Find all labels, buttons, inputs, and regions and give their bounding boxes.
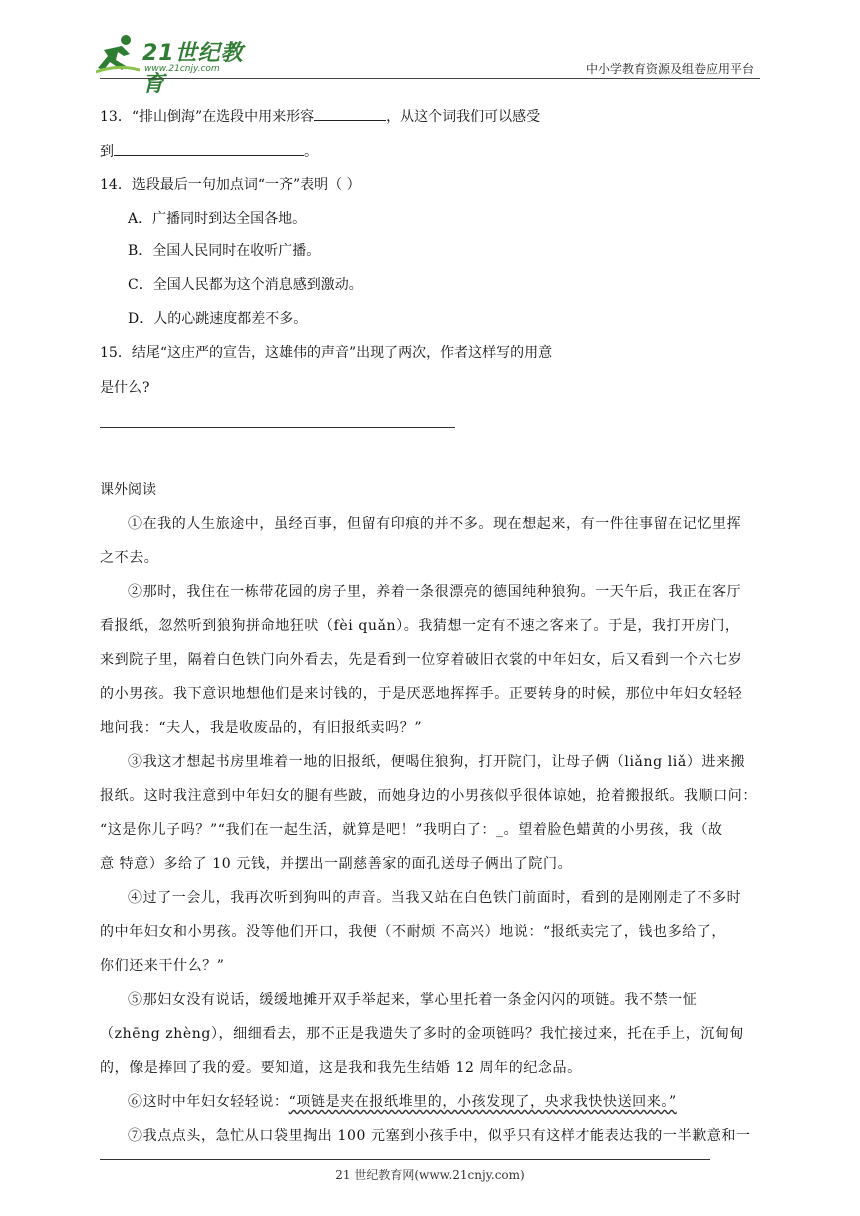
q13-text-d: 。: [304, 144, 318, 160]
wavy-underlined-sentence: “项链是夹在报纸堆里的，小孩发现了，央求我快快送回来。”: [288, 1094, 677, 1110]
question-15-cont: 是什么?: [100, 380, 150, 396]
reading-line: 来到院子里，隔着白色铁门向外看去，先是看到一位穿着破旧衣裳的中年妇女，后又看到一个六七岁: [100, 652, 743, 668]
reading-line-underlined: [128, 1092, 677, 1112]
question-13-cont: [100, 141, 318, 162]
reading-line: ②那时，我住在一栋带花园的房子里，养着一条很漂亮的德国纯种狼狗。一天午后，我正在客厅: [128, 584, 742, 600]
q13-text-b: ，从这个词我们可以感受: [386, 109, 541, 125]
reading-line: 报纸。这时我注意到中年妇女的腿有些跛，而她身边的小男孩似乎很体谅她，抢着搬报纸。我顺口问：: [100, 788, 757, 804]
reading-line: “这是你儿子吗？”“我们在一起生活，就算是吧！”我明白了：_。望着脸色蜡黄的小男孩，我（故: [100, 822, 723, 838]
reading-line: 看报纸，忽然听到狼狗拼命地狂吠（fèi quǎn）。我猜想一定有不速之客来了。于是，我打开房门，: [100, 618, 740, 634]
logo-text: 21世纪教育: [142, 41, 244, 97]
runner-logo-icon: [96, 34, 140, 74]
q14-option-d[interactable]: D．人的心跳速度都差不多。: [128, 311, 308, 327]
reading-line: 之不去。: [100, 550, 159, 566]
question-13: [100, 106, 540, 127]
footer-divider: [100, 1159, 710, 1160]
reading-line: 的，像是捧回了我的爱。要知道，这是我和我先生结婚 12 周年的纪念品。: [100, 1060, 582, 1076]
q14-option-b[interactable]: B．全国人民同时在收听广播。: [128, 243, 321, 259]
reading-line: 你们还来干什么？”: [100, 958, 225, 974]
reading-line-lead: ⑥这时中年妇女轻轻说：: [128, 1094, 289, 1110]
q14-option-c[interactable]: C．全国人民都为这个消息感到激动。: [128, 277, 363, 293]
platform-name: 中小学教育资源及组卷应用平台: [585, 62, 754, 76]
reading-line: ③我这才想起书房里堆着一地的旧报纸，便喝住狼狗，打开院门，让母子俩（liǎng liǎ）进来搬: [128, 754, 746, 770]
reading-line: ⑤那妇女没有说话，缓缓地摊开双手举起来，掌心里托着一条金闪闪的项链。我不禁一怔: [128, 992, 698, 1008]
question-15: 15．结尾“这庄严的宣告，这雄伟的声音”出现了两次，作者这样写的用意: [100, 345, 553, 361]
question-14: 14．选段最后一句加点词“一齐”表明（ ）: [100, 177, 361, 193]
reading-line: ④过了一会儿，我再次听到狗叫的声音。当我又站在白色铁门前面时，看到的是刚刚走了不多时: [128, 890, 742, 906]
page-header: [0, 0, 860, 97]
q13-text-c: 到: [100, 144, 114, 160]
q13-blank-2[interactable]: [114, 141, 304, 156]
reading-line: 地问我：“夫人，我是收废品的，有旧报纸卖吗？”: [100, 720, 423, 736]
reading-line: 意 特意）多给了 10 元钱，并摆出一副慈善家的面孔送母子俩出了院门。: [100, 856, 573, 872]
reading-line: （zhēng zhèng），细细看去，那不正是我遗失了多时的金项链吗？我忙接过来，托在手上，沉甸甸: [100, 1026, 745, 1042]
site-logo: [96, 34, 266, 97]
q15-answer-line[interactable]: [100, 427, 455, 428]
logo-url: www.21cnjy.com: [144, 64, 220, 74]
footer-text: 21 世纪教育网(www.21cnjy.com): [335, 1168, 525, 1182]
q13-text-a: 13．“排山倒海”在选段中用来形容: [100, 109, 315, 125]
header-divider: [100, 78, 760, 79]
reading-line: ⑦我点点头，急忙从口袋里掏出 100 元塞到小孩手中，似乎只有这样才能表达我的一半歉意和一: [128, 1128, 751, 1144]
q13-blank-1[interactable]: [314, 106, 386, 121]
reading-line: 的中年妇女和小男孩。没等他们开口，我便（不耐烦 不高兴）地说：“报纸卖完了，钱也多给了，: [100, 924, 727, 940]
q14-option-a[interactable]: A．广播同时到达全国各地。: [128, 211, 307, 227]
reading-line: 的小男孩。我下意识地想他们是来讨钱的，于是厌恶地挥挥手。正要转身的时候，那位中年妇女轻轻: [100, 686, 743, 702]
reading-line: ①在我的人生旅途中，虽经百事，但留有印痕的并不多。现在想起来，有一件往事留在记忆里挥: [128, 516, 742, 532]
section-title: 课外阅读: [100, 482, 156, 498]
